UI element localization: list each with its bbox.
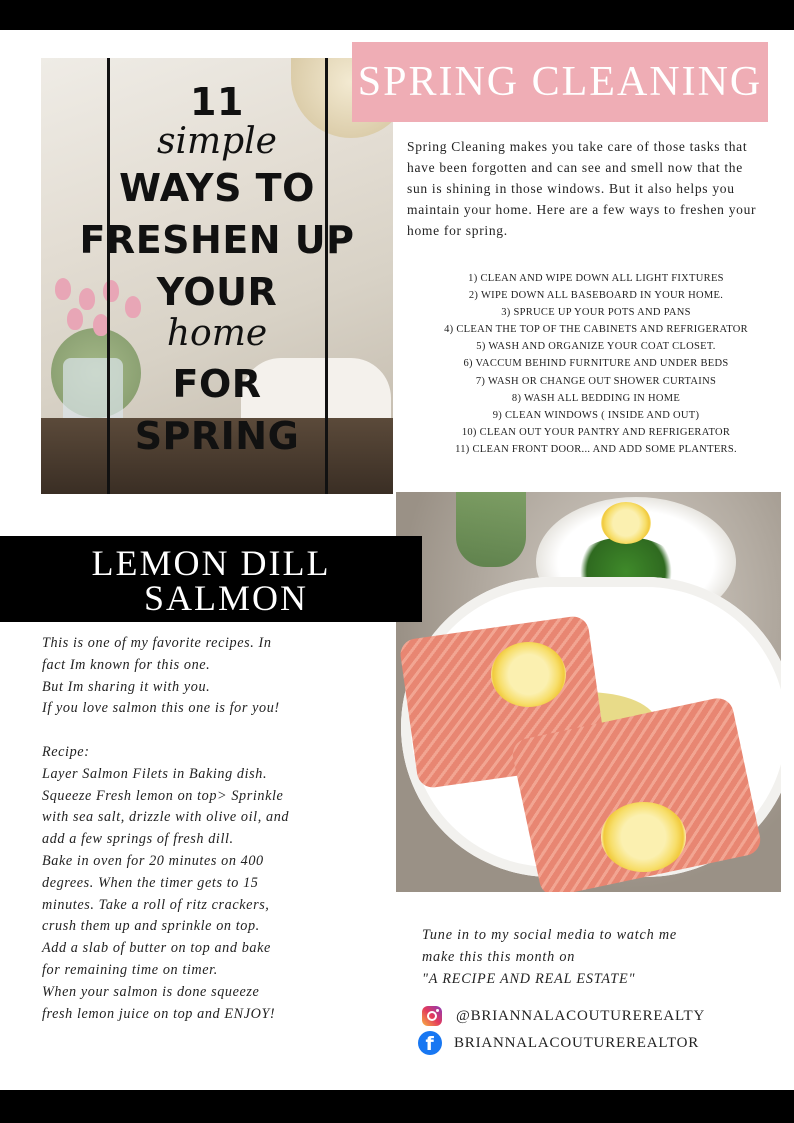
recipe-line: minutes. Take a roll of ritz crackers, <box>42 896 270 913</box>
graphic-your: YOUR <box>156 270 278 314</box>
recipe-line: When your salmon is done squeeze <box>42 983 260 1000</box>
spring-cleaning-list <box>400 270 792 458</box>
recipe-title-line2: SALMON <box>143 578 308 618</box>
recipe-line: crush them up and sprinkle on top. <box>42 918 260 935</box>
graphic-script-home: home <box>166 313 268 354</box>
graphic-number: 11 <box>190 80 244 124</box>
bottom-bar <box>0 1090 794 1123</box>
facebook-handle-row[interactable] <box>418 1030 699 1056</box>
graphic-spring: SPRING <box>134 414 300 458</box>
graphic-freshen-up: FRESHEN UP <box>79 218 355 262</box>
recipe-line-spacer <box>42 720 382 742</box>
social-callout <box>422 924 782 990</box>
social-callout-line: make this this month on <box>422 949 576 965</box>
recipe-line: with sea salt, drizzle with olive oil, and <box>42 809 290 826</box>
graphic-ways-to: WAYS TO <box>119 166 315 210</box>
recipe-title-line1: LEMON DILL <box>91 543 331 583</box>
instagram-icon <box>422 1006 442 1026</box>
instagram-handle[interactable]: @BRIANNALACOUTUREREALTY <box>456 1007 706 1024</box>
recipe-line: Layer Salmon Filets in Baking dish. <box>42 765 268 782</box>
list-item: 5) WASH AND ORGANIZE YOUR COAT CLOSET. <box>476 341 716 353</box>
list-item: 7) WASH OR CHANGE OUT SHOWER CURTAINS <box>475 375 717 387</box>
recipe-body <box>42 633 382 1025</box>
recipe-line: If you love salmon this one is for you! <box>42 700 280 717</box>
recipe-line: Add a slab of butter on top and bake <box>42 940 271 957</box>
recipe-line: fact Im known for this one. <box>42 656 211 673</box>
recipe-line: Bake in oven for 20 minutes on 400 <box>42 852 264 869</box>
recipe-line: But Im sharing it with you. <box>42 678 211 695</box>
recipe-title <box>0 536 422 622</box>
social-callout-line: Tune in to my social media to watch me <box>422 927 678 943</box>
list-item: 9) CLEAN WINDOWS ( INSIDE AND OUT) <box>492 409 700 421</box>
spring-cleaning-title: SPRING CLEANING <box>352 42 768 122</box>
recipe-line: add a few springs of fresh dill. <box>42 831 234 848</box>
instagram-handle-row[interactable] <box>418 1003 705 1029</box>
spring-graphic-text <box>41 58 393 494</box>
top-bar <box>0 0 794 30</box>
spring-cleaning-intro: Spring Cleaning makes you take care of those tasks that have been forgotten and can see and smell now that the sun is shining in those windows. But it also helps you maintain your home. Here are a few ways to freshen your home for spring. <box>407 139 757 238</box>
list-item: 3) SPRUCE UP YOUR POTS AND PANS <box>501 307 691 319</box>
list-item: 10) CLEAN OUT YOUR PANTRY AND REFRIGERATOR <box>461 426 731 438</box>
list-item: 11) CLEAN FRONT DOOR... AND ADD SOME PLANTERS. <box>455 443 737 455</box>
list-item: 8) WASH ALL BEDDING IN HOME <box>511 392 681 404</box>
salmon-photo <box>396 492 781 892</box>
list-item: 2) WIPE DOWN ALL BASEBOARD IN YOUR HOME. <box>468 290 724 302</box>
facebook-icon: f <box>418 1031 442 1055</box>
recipe-line: fresh lemon juice on top and ENJOY! <box>42 1005 276 1022</box>
graphic-script-simple: simple <box>157 121 277 162</box>
dill-glass-shape <box>456 492 526 567</box>
recipe-line: Recipe: <box>42 743 90 760</box>
lemon-slice-left <box>491 642 566 707</box>
list-item: 6) VACCUM BEHIND FURNITURE AND UNDER BEDS <box>463 358 729 370</box>
recipe-line: degrees. When the timer gets to 15 <box>42 874 259 891</box>
facebook-handle[interactable]: BRIANNALACOUTUREREALTOR <box>454 1034 700 1051</box>
lemon-slice-right <box>601 802 686 872</box>
list-item: 1) CLEAN AND WIPE DOWN ALL LIGHT FIXTURES <box>468 273 724 284</box>
recipe-line: for remaining time on timer. <box>42 961 218 978</box>
lemon-slice-plate <box>601 502 651 544</box>
recipe-line: Squeeze Fresh lemon on top> Sprinkle <box>42 787 284 804</box>
list-item: 4) CLEAN THE TOP OF THE CABINETS AND REFRIGERATOR <box>444 324 748 336</box>
recipe-line: This is one of my favorite recipes. In <box>42 635 272 651</box>
social-callout-show-name: "A RECIPE AND REAL ESTATE" <box>422 971 636 987</box>
graphic-for: FOR <box>172 362 262 406</box>
